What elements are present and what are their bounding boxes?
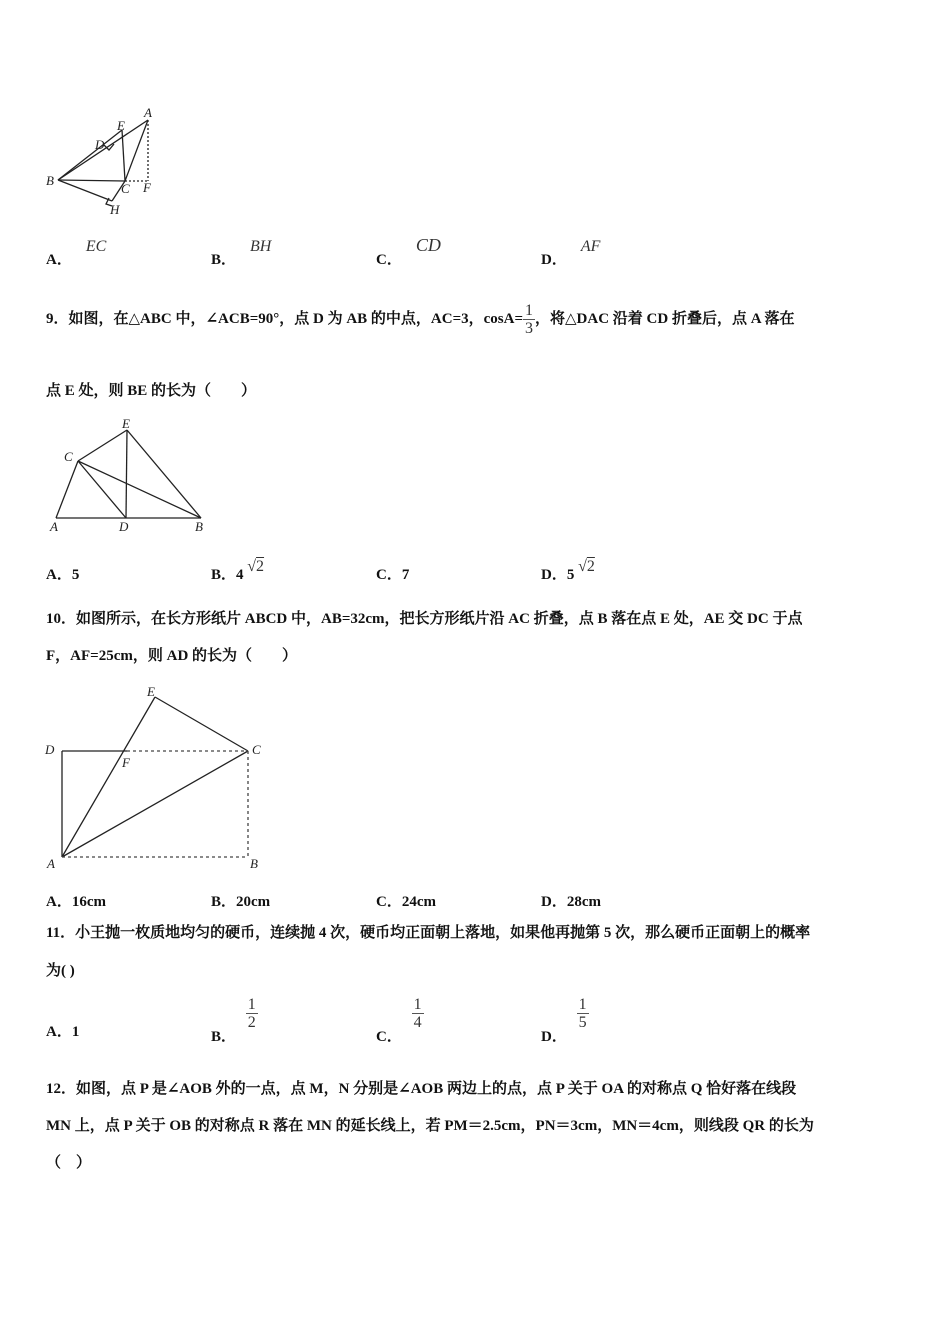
- q11-option-c[interactable]: C． $\frac{1}{4}$: [376, 996, 422, 1045]
- q9-label-b: B: [195, 519, 203, 534]
- q8-label-b: B: [46, 173, 54, 188]
- q11-option-d[interactable]: D． $\frac{1}{5}$: [541, 996, 587, 1045]
- q10-option-c[interactable]: C．24cm: [376, 894, 436, 910]
- q8-option-b-value: BH: [250, 238, 272, 255]
- q9-label-d: D: [119, 519, 129, 534]
- q11-option-b[interactable]: B． $\frac{1}{2}$: [211, 996, 256, 1045]
- q12-stem-line3: （ ）: [46, 1155, 92, 1171]
- q9-figure: [46, 415, 211, 535]
- q8-label-f: F: [143, 180, 151, 195]
- q11-stem-line2: 为( ): [46, 963, 75, 979]
- q8-label-h: H: [110, 202, 120, 217]
- q9-option-d-sqrt: √2: [578, 558, 595, 575]
- q8-label-c: C: [121, 181, 130, 196]
- q10-label-b: B: [250, 856, 258, 871]
- q10-label-f: F: [122, 755, 130, 770]
- q9-stem-line1: 9．如图，在△ABC 中，∠ACB=90°，点 D 为 AB 的中点，AC=3，cosA= $\frac{1}{3}$ ，将△DAC 沿着 CD 折叠后，点 A 落在: [46, 302, 795, 337]
- q8-option-c-value: CD: [415, 235, 441, 255]
- q9-stem-line2: 点 E 处，则 BE 的长为（ ）: [46, 383, 257, 399]
- q10-option-a[interactable]: A．16cm: [46, 894, 106, 910]
- q10-label-e: E: [147, 684, 155, 699]
- q10-option-d[interactable]: D．28cm: [541, 894, 601, 910]
- q11-option-a[interactable]: A．1: [46, 1024, 80, 1040]
- q8-label-a: A: [144, 105, 152, 120]
- q11-option-b-fraction: $\frac{1}{2}$: [247, 996, 256, 1031]
- q11-stem-line1: 11．小王抛一枚质地均匀的硬币，连续抛 4 次，硬币均正面朝上落地，如果他再抛第 5 次，那么硬币正面朝上的概率: [46, 925, 811, 941]
- q12-stem-line1: 12．如图，点 P 是∠AOB 外的一点，点 M，N 分别是∠AOB 两边上的点，点 P 关于 OA 的对称点 Q 恰好落在线段: [46, 1081, 797, 1097]
- q10-option-b[interactable]: B．20cm: [211, 894, 271, 910]
- q12-stem-line2: MN 上，点 P 关于 OB 的对称点 R 落在 MN 的延长线上，若 PM＝2.5cm，PN＝3cm，MN＝4cm，则线段 QR 的长为: [46, 1118, 814, 1134]
- q11-option-d-fraction: $\frac{1}{5}$: [578, 996, 587, 1031]
- q8-option-d[interactable]: D．AF: [541, 238, 601, 268]
- q10-label-c: C: [252, 742, 261, 757]
- q9-option-d[interactable]: D．5 √2: [541, 558, 595, 583]
- q8-label-d: D: [95, 137, 105, 152]
- q8-option-a[interactable]: A．EC: [46, 238, 107, 268]
- q8-option-c[interactable]: C．CD: [376, 235, 441, 268]
- q9-option-b[interactable]: B．4 √2: [211, 558, 265, 583]
- q9-cos-fraction: $\frac{1}{3}$: [525, 302, 533, 337]
- q10-stem-line1: 10．如图所示，在长方形纸片 ABCD 中，AB=32cm，把长方形纸片沿 AC 折叠，点 B 落在点 E 处，AE 交 DC 于点: [46, 611, 803, 627]
- q11-option-c-fraction: $\frac{1}{4}$: [413, 996, 422, 1031]
- q8-label-e: E: [117, 118, 125, 133]
- q10-stem-line2: F，AF=25cm，则 AD 的长为（ ）: [46, 648, 298, 664]
- q9-label-e: E: [122, 416, 130, 431]
- q10-figure: [42, 682, 267, 872]
- q8-option-a-value: EC: [85, 238, 107, 255]
- q8-figure: [40, 105, 165, 220]
- q9-option-c[interactable]: C．7: [376, 567, 410, 583]
- q8-option-b[interactable]: B．BH: [211, 238, 272, 268]
- q9-label-c: C: [64, 449, 73, 464]
- q9-option-a[interactable]: A．5: [46, 567, 80, 583]
- q9-option-b-sqrt: √2: [247, 558, 265, 575]
- q10-label-d: D: [45, 742, 55, 757]
- q8-option-d-value: AF: [580, 238, 601, 255]
- q9-label-a: A: [50, 519, 58, 534]
- q10-label-a: A: [47, 856, 55, 871]
